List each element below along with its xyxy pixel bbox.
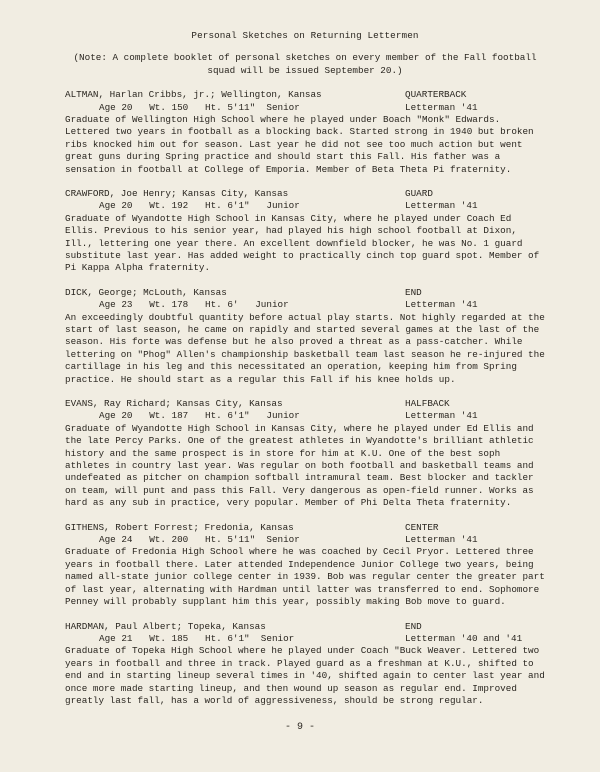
player-position: END xyxy=(405,286,422,298)
entry-header-row xyxy=(65,188,545,200)
player-sketch: Graduate of Fredonia High School where he was coached by Cecil Pryor. Lettered three years in football there. Later attended Independence Junior College two years, being named all-state junior college center in 1939. Bob was regular center the greater part of last year, alternating with Hardman until latter was transferred to end. Sophomore Penney will probably supplant him this year, possibly making Bob move to guard. xyxy=(65,546,545,608)
player-name: EVANS, Ray Richard; Kansas City, Kansas xyxy=(65,398,283,410)
entry-header-row xyxy=(65,287,545,299)
player-sketch: An exceedingly doubtful quantity before actual play starts. Not highly regarded at the start of last season, he came on rapidly and started several games at the last of the season. His forte was defense but he also proved a threat as a pass-catcher. While lettering on "Phog" Allen's championship basketball team last season he re-injured the cartillage in his leg and this necessitated an operation, keeping him from Spring practice. He should start as a regular this Fall if his knee holds up. xyxy=(65,311,545,385)
entry-stats-row xyxy=(65,633,545,645)
letterman-entry xyxy=(65,522,545,609)
letterman-entry xyxy=(65,398,545,510)
letterman-years: Letterman '41 xyxy=(405,410,478,422)
player-name: GITHENS, Robert Forrest; Fredonia, Kansas xyxy=(65,521,294,533)
player-position: GUARD xyxy=(405,188,433,200)
entry-stats-row xyxy=(65,534,545,546)
entry-header-row xyxy=(65,89,545,101)
player-name: CRAWFORD, Joe Henry; Kansas City, Kansas xyxy=(65,188,289,200)
letterman-entry xyxy=(65,621,545,708)
letterman-entry xyxy=(65,89,545,176)
entry-header-row xyxy=(65,522,545,534)
player-sketch: Graduate of Topeka High School where he played under Coach "Buck Weaver. Lettered two years in football and three in track. Played guard as a freshman at K.U., shifted to end and in starting lineup several times in '40, shifted again to center last year and once more made starting lineup, and then wound up season as regular end. Improved greatly last fall, has a world of aggressiveness, should be strong regular. xyxy=(65,645,545,706)
letterman-years: Letterman '41 xyxy=(405,101,478,113)
player-name: DICK, George; McLouth, Kansas xyxy=(65,286,227,298)
entry-stats-row xyxy=(65,200,545,212)
letterman-years: Letterman '40 and '41 xyxy=(405,632,523,644)
player-sketch: Graduate of Wyandotte High School in Kansas City, where he played under Coach Ed Ellis. Previous to his senior year, had played his high school football at Dixon, Ill., lettering one year there. An excellent downfield blocker, he was No. 1 guard substitute last year. Has added weight to practically cinch top guard spot. Member of Pi Kappa Alpha fraternity. xyxy=(65,212,540,274)
player-position: QUARTERBACK xyxy=(405,89,467,101)
letterman-years: Letterman '41 xyxy=(405,299,478,311)
page-title: Personal Sketches on Returning Lettermen xyxy=(191,30,419,41)
letterman-years: Letterman '41 xyxy=(405,534,478,546)
letterman-entry xyxy=(65,188,545,275)
note-paragraph: (Note: A complete booklet of personal sketches on every member of the Fall football squad will be issued September 20.) xyxy=(73,52,537,76)
player-stats: Age 20 Wt. 150 Ht. 5'11" Senior xyxy=(99,101,300,113)
player-stats: Age 21 Wt. 185 Ht. 6'1" Senior xyxy=(99,632,295,644)
player-position: HALFBACK xyxy=(405,398,450,410)
page-number: - 9 - xyxy=(284,722,315,733)
entry-header-row xyxy=(65,621,545,633)
letterman-entry xyxy=(65,287,545,386)
player-stats: Age 20 Wt. 192 Ht. 6'1" Junior xyxy=(99,200,300,212)
player-name: HARDMAN, Paul Albert; Topeka, Kansas xyxy=(65,620,266,632)
entry-stats-row xyxy=(65,299,545,311)
player-position: END xyxy=(405,620,422,632)
entry-stats-row xyxy=(65,410,545,422)
player-position: CENTER xyxy=(405,521,439,533)
player-stats: Age 23 Wt. 178 Ht. 6' Junior xyxy=(99,299,289,311)
letterman-years: Letterman '41 xyxy=(405,200,478,212)
page-content xyxy=(65,30,545,719)
player-sketch: Graduate of Wellington High School where he played under Boach "Monk" Edwards. Lettered two years in football as a blocking back. Started strong in 1940 but broken ribs knocked him out for season. Last year he did not see too much action but went great guns during Spring practice and should start this Fall. His father was a sensation in football at College of Emporia. Member of Beta Theta Pi fraternity. xyxy=(65,114,534,175)
player-name: ALTMAN, Harlan Cribbs, jr.; Wellington, Kansas xyxy=(65,89,322,101)
entry-stats-row xyxy=(65,102,545,114)
player-stats: Age 24 Wt. 200 Ht. 5'11" Senior xyxy=(99,534,300,546)
entry-header-row xyxy=(65,398,545,410)
player-stats: Age 20 Wt. 187 Ht. 6'1" Junior xyxy=(99,410,300,422)
player-sketch: Graduate of Wyandotte High School in Kansas City, where he played under Ed Ellis and the late Percy Parks. One of the greatest athletes in Wyandotte's brilliant athletic history and the same prospect is in store for him at K.U. One of the best soph athletes in country last year. Was regular on both football and basketball teams and undefeated as pitcher on champion softball intramural team. Best blocker and tackler on team, will punt and pass this Fall. Very dangerous as open-field runner. Works as hard as any sub in practice, very popular. Member of Phi Delta Theta fraternity. xyxy=(65,422,534,509)
entries-list xyxy=(65,89,545,707)
